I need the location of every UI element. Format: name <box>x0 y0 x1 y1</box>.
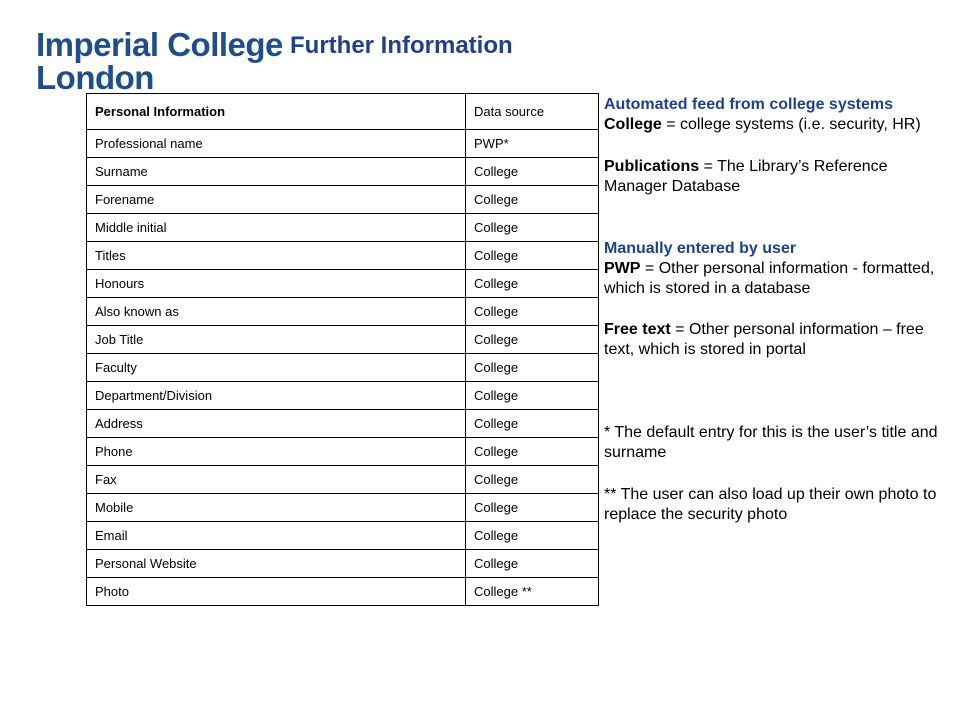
table-row <box>87 494 599 522</box>
publications-term: Publications <box>604 158 700 175</box>
row-source: College <box>466 466 599 494</box>
automated-heading: Automated feed from college systems <box>604 96 893 113</box>
college-desc: = college systems (i.e. security, HR) <box>661 116 921 133</box>
table-row <box>87 186 599 214</box>
row-field: Mobile <box>87 494 466 522</box>
footnote-1: * The default entry for this is the user’s title and surname <box>604 424 938 461</box>
table-row <box>87 410 599 438</box>
row-source: College <box>466 298 599 326</box>
row-field: Professional name <box>87 130 466 158</box>
college-term: College <box>604 116 662 133</box>
row-source: College <box>466 494 599 522</box>
header-source: Data source <box>466 94 599 130</box>
table-row <box>87 354 599 382</box>
row-field: Email <box>87 522 466 550</box>
row-field: Address <box>87 410 466 438</box>
table-row <box>87 130 599 158</box>
row-source: College <box>466 326 599 354</box>
row-field: Middle initial <box>87 214 466 242</box>
logo-line-2: London <box>36 59 154 96</box>
row-field: Fax <box>87 466 466 494</box>
manual-heading: Manually entered by user <box>604 240 797 257</box>
row-source: College <box>466 550 599 578</box>
row-source: PWP* <box>466 130 599 158</box>
header-field: Personal Information <box>87 94 466 130</box>
table-row <box>87 382 599 410</box>
row-field: Phone <box>87 438 466 466</box>
notes-panel <box>604 95 954 525</box>
row-source: College <box>466 522 599 550</box>
table-row <box>87 158 599 186</box>
row-source: College <box>466 382 599 410</box>
table-row <box>87 550 599 578</box>
table-row <box>87 522 599 550</box>
personal-information-table <box>86 93 599 606</box>
row-field: Surname <box>87 158 466 186</box>
freetext-term: Free text <box>604 321 671 338</box>
table-row <box>87 466 599 494</box>
logo-line-1: Imperial College <box>36 26 283 63</box>
row-field: Also known as <box>87 298 466 326</box>
pwp-term: PWP <box>604 260 641 277</box>
table-row <box>87 242 599 270</box>
row-field: Department/Division <box>87 382 466 410</box>
table-row <box>87 438 599 466</box>
row-source: College <box>466 186 599 214</box>
row-field: Faculty <box>87 354 466 382</box>
table-row <box>87 214 599 242</box>
publications-desc: = The Library’s Reference Manager Database <box>604 158 888 195</box>
row-source: College <box>466 214 599 242</box>
row-field: Titles <box>87 242 466 270</box>
row-field: Honours <box>87 270 466 298</box>
imperial-college-logo <box>36 28 283 94</box>
table-row <box>87 298 599 326</box>
table-row <box>87 326 599 354</box>
pwp-desc: = Other personal information - formatted, which is stored in a database <box>604 260 935 297</box>
publications-note <box>604 157 954 197</box>
table-header-row <box>87 94 599 130</box>
row-field: Job Title <box>87 326 466 354</box>
row-source: College <box>466 270 599 298</box>
footnote-2: ** The user can also load up their own photo to replace the security photo <box>604 486 937 523</box>
college-note <box>604 115 954 135</box>
row-source: College <box>466 410 599 438</box>
row-source: College <box>466 242 599 270</box>
row-field: Photo <box>87 578 466 606</box>
row-source: College <box>466 158 599 186</box>
table-row <box>87 578 599 606</box>
row-field: Forename <box>87 186 466 214</box>
row-field: Personal Website <box>87 550 466 578</box>
pwp-note <box>604 259 954 299</box>
row-source: College <box>466 354 599 382</box>
table-row <box>87 270 599 298</box>
freetext-desc: = Other personal information – free text, which is stored in portal <box>604 321 924 358</box>
page-title: Further Information <box>290 32 513 59</box>
row-source: College ** <box>466 578 599 606</box>
row-source: College <box>466 438 599 466</box>
freetext-note <box>604 320 954 360</box>
